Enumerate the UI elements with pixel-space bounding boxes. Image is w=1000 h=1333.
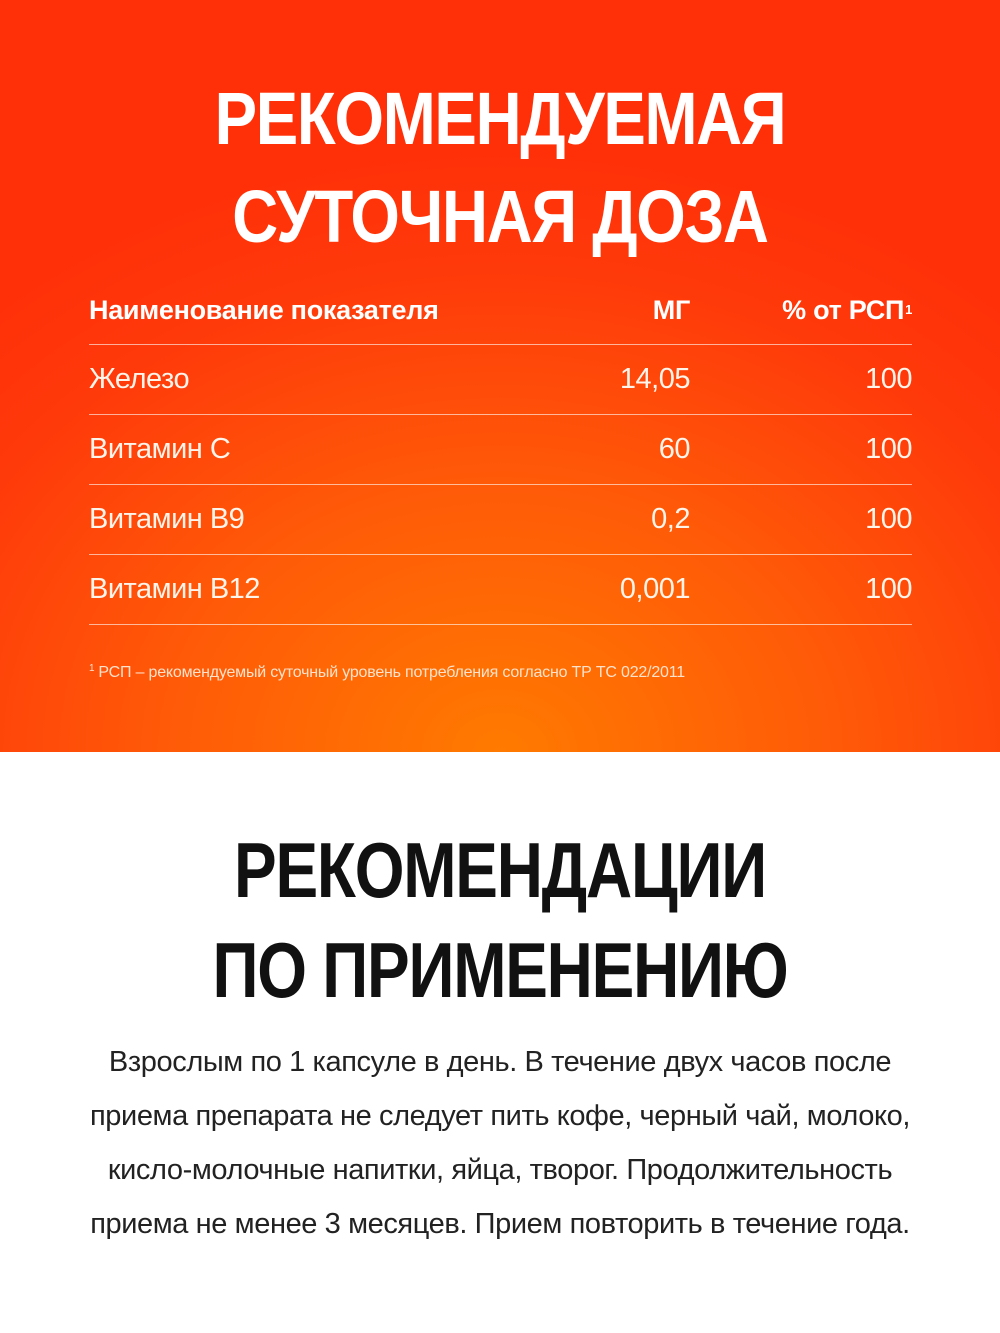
header-name: Наименование показателя xyxy=(89,294,439,325)
nutrient-name: Витамин В9 xyxy=(89,503,245,535)
usage-line: кисло-молочные напитки, яйца, творог. Продолжительность xyxy=(107,1154,893,1186)
usage-line: приема не менее 3 месяцев. Прием повторить в течение года. xyxy=(90,1208,910,1240)
nutrient-pct: 100 xyxy=(865,363,912,395)
nutrient-pct: 100 xyxy=(865,503,912,535)
usage-line: приема препарата не следует пить кофе, черный чай, молоко, xyxy=(90,1100,910,1132)
nutrient-name: Железо xyxy=(89,363,190,395)
nutrient-mg: 0,001 xyxy=(619,573,690,605)
header-pct-label: % от РСП xyxy=(782,294,905,325)
usage-title-line-1: РЕКОМЕНДАЦИИ xyxy=(234,826,766,914)
usage-instructions xyxy=(60,1035,940,1251)
table-row xyxy=(89,555,912,625)
nutrient-mg: 14,05 xyxy=(619,363,690,395)
nutrient-mg: 0,2 xyxy=(651,503,690,535)
footnote-text: РСП – рекомендуемый суточный уровень потребления согласно ТР ТС 022/2011 xyxy=(98,664,685,681)
footnote-mark: 1 xyxy=(89,662,95,674)
daily-dose-title-line-2: СУТОЧНАЯ ДОЗА xyxy=(232,175,768,258)
table-row xyxy=(89,345,912,415)
table-row xyxy=(89,415,912,485)
nutrient-name: Витамин С xyxy=(89,433,231,465)
nutrient-mg: 60 xyxy=(658,433,690,465)
daily-dose-title-line-1: РЕКОМЕНДУЕМАЯ xyxy=(214,77,786,160)
usage-title-line-2: ПО ПРИМЕНЕНИЮ xyxy=(212,926,788,1014)
table-row xyxy=(89,485,912,555)
nutrient-pct: 100 xyxy=(865,573,912,605)
nutrient-table xyxy=(89,276,912,625)
usage-title xyxy=(90,820,910,1020)
header-mg: МГ xyxy=(652,294,690,325)
header-pct: % от РСП 1 xyxy=(782,294,912,325)
nutrient-pct: 100 xyxy=(865,433,912,465)
footnote xyxy=(89,664,685,682)
nutrient-name: Витамин В12 xyxy=(89,573,260,605)
daily-dose-title xyxy=(70,70,930,266)
usage-line: Взрослым по 1 капсуле в день. В течение двух часов после xyxy=(108,1046,892,1078)
table-header-row xyxy=(89,276,912,345)
